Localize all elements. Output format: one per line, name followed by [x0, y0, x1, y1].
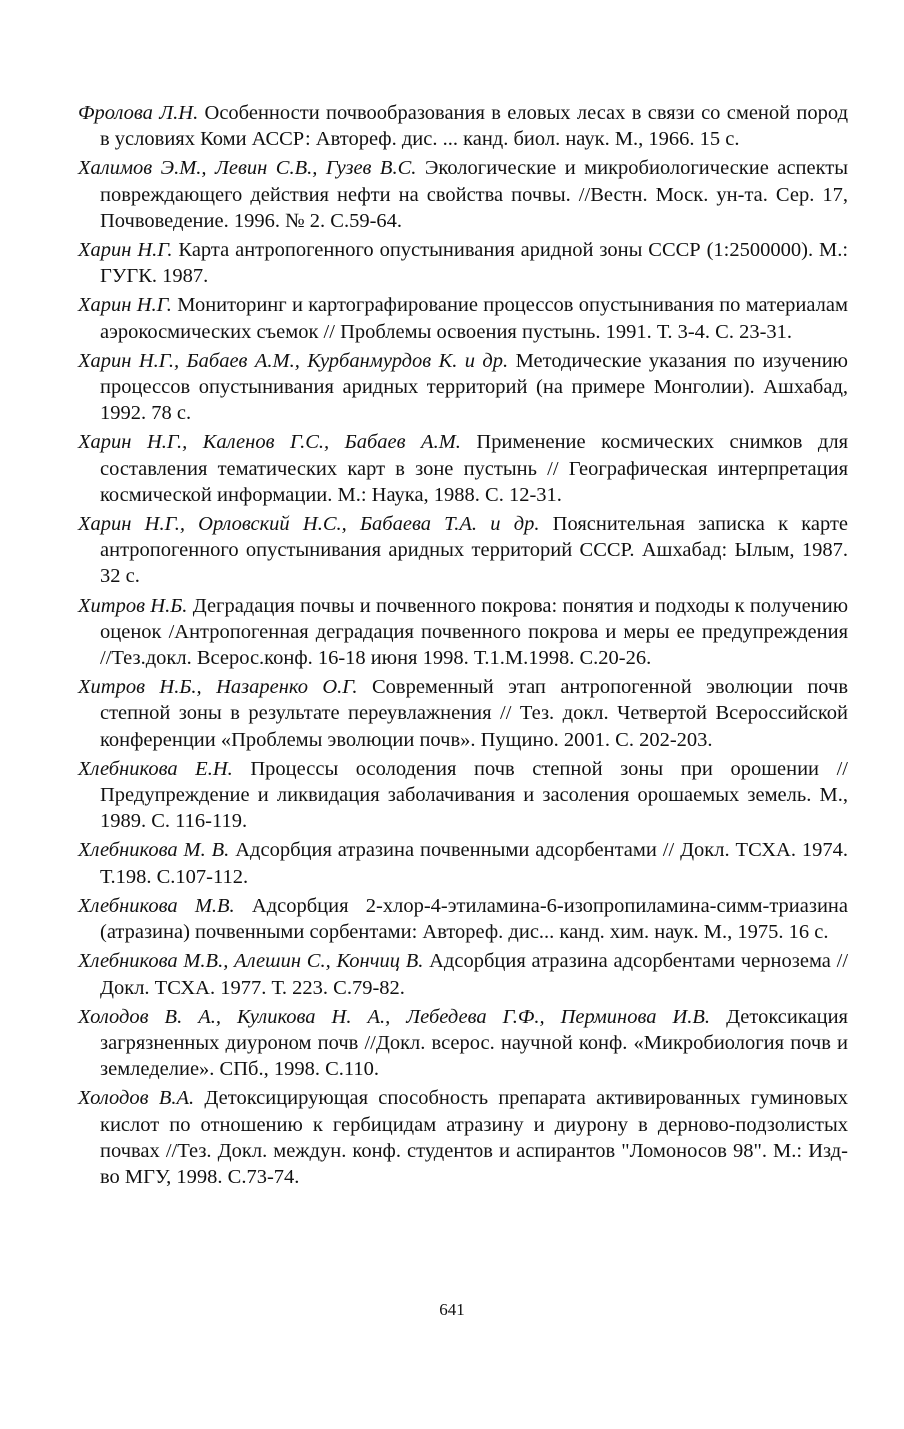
reference-entry — [78, 756, 848, 835]
reference-text: Карта антропогенного опустынивания аридной зоны СССР (1:2500000). М.: ГУГК. 1987. — [100, 239, 849, 288]
reference-entry — [78, 348, 848, 427]
reference-entry — [78, 948, 848, 1000]
reference-entry — [78, 893, 848, 945]
reference-entry — [78, 237, 848, 289]
reference-text: Детоксикация загрязненных диуроном почв //Докл. всерос. научной конф. «Микробиология почв и земледелие». СПб., 1998. С.110. — [100, 1005, 848, 1081]
page-number: 641 — [439, 1300, 465, 1319]
reference-list — [78, 100, 848, 1193]
reference-authors: Фролова Л.Н. — [78, 102, 199, 124]
reference-authors: Холодов В. А., Куликова Н. А., Лебедева Г.Ф., Перминова И.В. — [78, 1005, 711, 1028]
reference-entry — [78, 837, 848, 889]
reference-text: Мониторинг и картографирование процессов опустынивания по материалам аэрокосмических съемок // Проблемы освоения пустынь. 1991. Т. 3-4. С. 23-31. — [100, 294, 848, 343]
reference-entry — [78, 292, 848, 344]
reference-entry — [78, 155, 848, 234]
reference-entry — [78, 511, 848, 590]
reference-authors: Харин Н.Г., Бабаев А.М., Курбанмурдов К. и др. — [78, 349, 509, 372]
reference-authors: Хитров Н.Б., Назаренко О.Г. — [78, 676, 358, 699]
reference-authors: Хлебникова М.В. — [78, 894, 235, 917]
reference-authors: Хитров Н.Б. — [78, 594, 188, 617]
reference-text: Применение космических снимков для составления тематических карт в зоне пустынь // Географическая интерпретация космической информации. М.: Наука, 1988. С. 12-31. — [100, 431, 849, 506]
reference-authors: Харин Н.Г. — [78, 239, 173, 262]
reference-authors: Хлебникова М. В. — [78, 839, 230, 862]
reference-text: Адсорбция атразина почвенными адсорбентами // Докл. ТСХА. 1974. Т.198. С.107-112. — [100, 839, 848, 888]
reference-entry — [78, 593, 848, 672]
reference-authors: Харин Н.Г., Каленов Г.С., Бабаев А.М. — [78, 431, 461, 454]
reference-authors: Холодов В.А. — [78, 1087, 195, 1110]
reference-text: Адсорбция атразина адсорбентами чернозема // Докл. ТСХА. 1977. Т. 223. С.79-82. — [100, 950, 849, 999]
reference-text: Детоксицирующая способность препарата активированных гуминовых кислот по отношению к гербицидам атразину и диурону в дерново-подзолистых почвах //Тез. Докл. междун. конф. студентов и аспирантов "Ломоносов 98". М.: Изд-во МГУ, 1998. С.73-74. — [100, 1087, 849, 1188]
reference-text: Особенности почвообразования в еловых лесах в связи со сменой пород в условиях Коми АССР: Автореф. дис. ... канд. биол. наук. М., 1966. 15 с. — [100, 102, 848, 151]
reference-entry — [78, 674, 848, 753]
reference-text: Деградация почвы и почвенного покрова: понятия и подходы к получению оценок /Антропогенная деградация почвенного покрова и меры ее предупреждения //Тез.докл. Всерос.конф. 16-18 июня 1998. Т.1.М.1998. С.20-26. — [100, 594, 849, 670]
reference-authors: Харин Н.Г., Орловский Н.С., Бабаева Т.А. и др. — [78, 513, 540, 536]
reference-authors: Хлебникова Е.Н. — [78, 757, 233, 780]
reference-text: Методические указания по изучению процессов опустынивания аридных территорий (на примере Монголии). Ашхабад, 1992. 78 с. — [100, 349, 848, 425]
reference-entry — [78, 100, 848, 152]
reference-text: Адсорбция 2-хлор-4-этиламина-6-изопропиламина-симм-триазина (атразина) почвенными сорбентами: Автореф. дис... канд. хим. наук. М., 1975. 16 с. — [100, 894, 849, 944]
reference-entry — [78, 1085, 848, 1190]
reference-authors: Харин Н.Г. — [78, 294, 172, 317]
reference-text: Процессы осолодения почв степной зоны при орошении // Предупреждение и ликвидация заболачивания и засоления орошаемых земель. М., 1989. С. 116-119. — [100, 757, 849, 833]
reference-entry — [78, 429, 848, 508]
reference-text: Экологические и микробиологические аспекты повреждающего действия нефти на свойства почвы. //Вестн. Моск. ун-та. Сер. 17, Почвоведение. 1996. № 2. С.59-64. — [100, 157, 848, 232]
reference-authors: Халимов Э.М., Левин С.В., Гузев В.С. — [78, 157, 417, 180]
reference-authors: Хлебникова М.В., Алешин С., Кончиц В. — [78, 950, 424, 973]
reference-text: Пояснительная записка к карте антропогенного опустынивания аридных территорий СССР. Ашхабад: Ылым, 1987. 32 с. — [100, 513, 849, 588]
reference-entry — [78, 1004, 848, 1083]
reference-text: Современный этап антропогенной эволюции почв степной зоны в результате переувлажнения // Тез. докл. Четвертой Всероссийской конференции «Проблемы эволюции почв». Пущино. 2001. С. 202-203. — [100, 676, 848, 751]
